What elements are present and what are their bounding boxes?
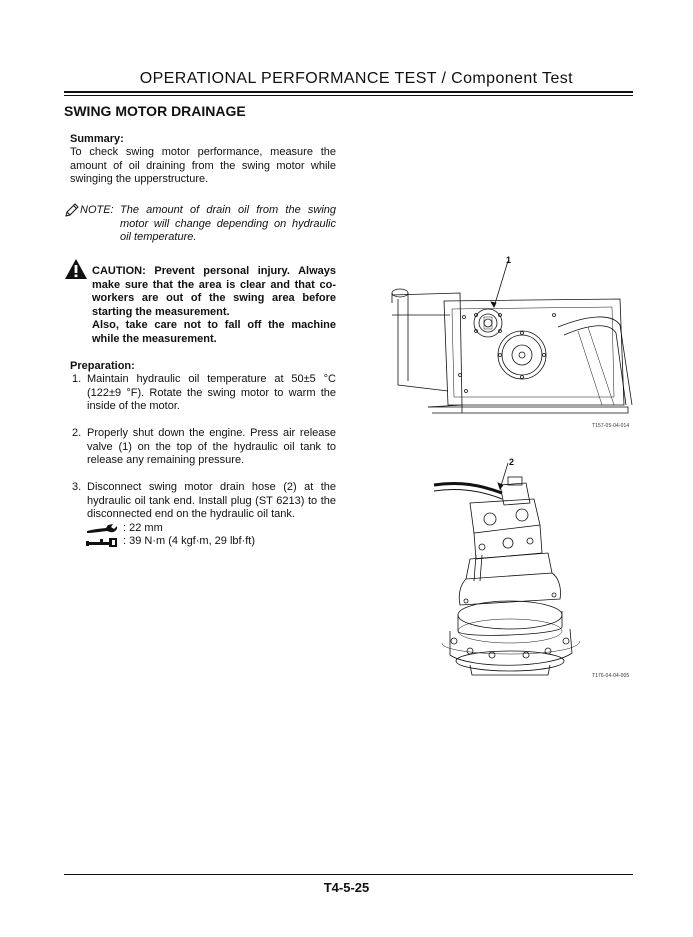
figure-id-bottom: T176-04-04-005 — [592, 673, 630, 679]
step-text: Maintain hydraulic oil temperature at 50±5 °C (122±9 °F). Rotate the swing motor to warm the inside of the motor. — [87, 373, 336, 412]
step-number: 1. — [72, 373, 82, 385]
step-number: 2. — [72, 427, 82, 439]
page-header — [64, 70, 633, 88]
page-number: T4-5-25 — [323, 880, 370, 895]
summary-body: To check swing motor performance, measure the amount of oil draining from the swing motor while swinging the upperstructure. — [70, 146, 336, 185]
caution-text-1: CAUTION: Prevent personal injury. Always make sure that the area is clear and that co-workers are out of the swing area before starting the measurement. — [92, 265, 336, 318]
figure-id-top: T157-05-04-014 — [592, 423, 630, 429]
summary-heading: Summary: — [70, 133, 124, 145]
page-header-title: OPERATIONAL PERFORMANCE TEST / Component Test — [139, 70, 573, 87]
step-text: Properly shut down the engine. Press air release valve (1) on the top of the hydraulic oil tank to release any remaining pressure. — [87, 427, 336, 466]
header-rule-thin — [64, 95, 633, 96]
wrench-icon — [86, 523, 118, 535]
header-rule-thick — [64, 91, 633, 93]
footer-rule — [64, 874, 633, 875]
step-text: Disconnect swing motor drain hose (2) at the hydraulic oil tank end. Install plug (ST 6213) to the disconnected end on the hydraulic oil tank. — [87, 481, 336, 520]
section-title: SWING MOTOR DRAINAGE — [64, 103, 246, 119]
warning-icon — [64, 258, 88, 280]
preparation-heading: Preparation: — [70, 360, 135, 372]
figure-callout-1: 1 — [506, 255, 512, 265]
swing-motor-illustration — [430, 455, 636, 681]
step-number: 3. — [72, 481, 82, 493]
figure-swing-motor — [430, 455, 636, 681]
wrench-size: : 22 mm — [123, 522, 163, 534]
note-text: The amount of drain oil from the swing motor will change depending on hydraulic oil temperature. — [120, 204, 336, 243]
caution-text-2: Also, take care not to fall off the machine while the measurement. — [92, 319, 336, 345]
figure-callout-2: 2 — [509, 457, 515, 467]
note-label: NOTE: — [80, 204, 114, 216]
figure-oil-tank — [388, 255, 636, 433]
torque-wrench-icon — [86, 536, 118, 548]
pencil-icon — [64, 203, 79, 218]
oil-tank-illustration — [388, 255, 636, 433]
torque-value: : 39 N·m (4 kgf·m, 29 lbf·ft) — [123, 535, 256, 547]
